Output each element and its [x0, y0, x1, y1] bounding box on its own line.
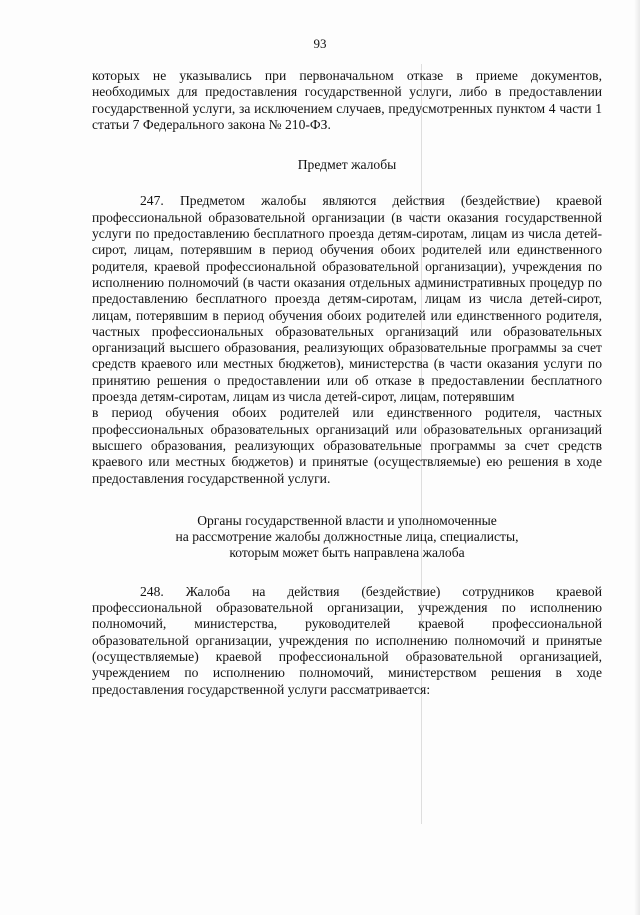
document-body [92, 68, 602, 698]
heading-line-2: на рассмотрение жалобы должностные лица, специалисты, [175, 529, 519, 545]
page-edge-shadow [634, 0, 640, 915]
scan-fold-line [421, 64, 422, 824]
section-heading-authorities [92, 513, 602, 562]
continuation-paragraph: которых не указывались при первоначальном отказе в приеме документов, необходимых для предоставления государственной услуги, либо в предоставлении государственной услуги, за исключением случаев, предусмотренных пунктом 4 части 1 статьи 7 Федерального закона № 210-ФЗ. [92, 68, 602, 132]
heading-line-3: которым может быть направлена жалоба [229, 545, 465, 561]
paragraph-247-part-2: в период обучения обоих родителей или единственного родителя, частных профессиональных образовательных организаций или образовательных организаций высшего образования, реализующих образовательные программы за счет средств краевого или местных бюджетов) и принятые (осуществляемые) ею решения в ходе предоставления государственной услуги. [92, 405, 602, 486]
paragraph-247-part-1: 247. Предметом жалобы являются действия (бездействие) краевой профессиональной образовательной организации (в части оказания государственной услуги по предоставлению бесплатного проезда детям-сиротам, лицам из числа детей-сирот, лицам, потерявшим в период обучения обоих родителей или единственного родителя, краевой профессиональной образовательной организации), учреждения по исполнению полномочий (в части оказания отдельных административных процедур по предоставлению бесплатного проезда детям-сиротам, лицам из числа детей-сирот, лицам, потерявшим в период обучения обоих родителей или единственного родителя, частных профессиональных образовательных организаций или образовательных организаций высшего образования, реализующих образовательные программы за счет средств краевого или местных бюджетов), министерства (в части оказания услуги по принятию решения о предоставлении или об отказе в предоставлении бесплатного проезда детям-сиротам, лицам из числа детей-сирот, лицам, потерявшим [92, 193, 602, 405]
section-heading-subject: Предмет жалобы [297, 157, 397, 173]
heading-line-1: Органы государственной власти и уполномоченные [197, 512, 497, 528]
page-number: 93 [313, 36, 327, 51]
paragraph-248: 248. Жалоба на действия (бездействие) сотрудников краевой профессиональной образовательной организации, учреждения по исполнению полномочий, министерства, руководителей краевой профессиональной образовательной организации, учреждения по исполнению полномочий и принятые (осуществляемые) краевой профессиональной образовательной организацией, учреждением по исполнению полномочий, министерством решения в ходе предоставления государственной услуги рассматривается: [92, 583, 602, 697]
